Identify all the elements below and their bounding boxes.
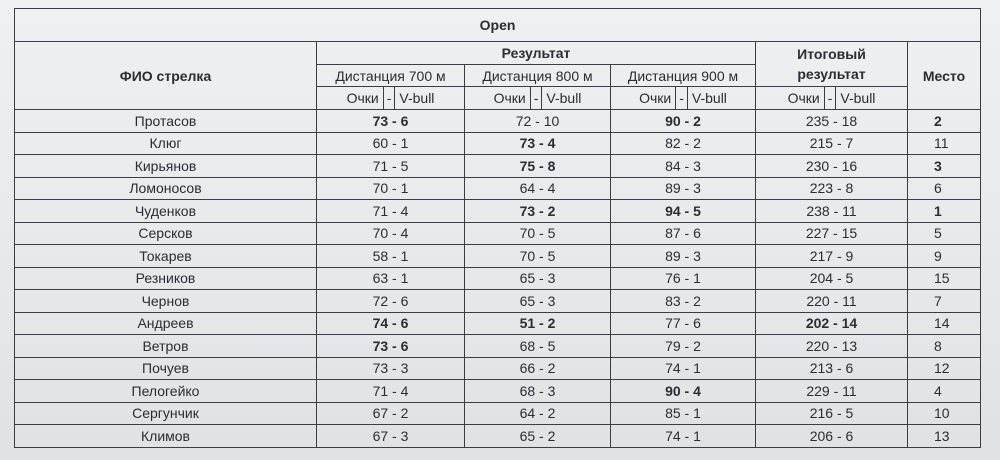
place-cell: 3 [908,155,981,178]
name-column-header: ФИО стрелка [15,42,317,110]
table-row [15,425,981,448]
place-cell: 14 [908,312,981,335]
distance-900-cell: 90 - 4 [611,380,756,403]
shooter-name-cell: Клюг [15,132,317,155]
points-vbull-header-d800 [465,87,611,110]
distance-800-cell: 65 - 3 [465,290,611,313]
shooter-name-cell: Чернов [15,290,317,313]
distance-700-cell: 60 - 1 [317,132,465,155]
place-cell: 7 [908,290,981,313]
distance-900-cell: 77 - 6 [611,312,756,335]
dash-label: - [383,87,396,109]
distance-900-header: Дистанция 900 м [611,65,756,87]
total-result-cell: 235 - 18 [756,110,908,133]
distance-800-cell: 68 - 5 [465,335,611,358]
total-header-line2: результат [797,66,866,82]
total-header-line1: Итоговый [797,46,866,62]
distance-900-cell: 74 - 1 [611,425,756,448]
distance-900-cell: 89 - 3 [611,245,756,268]
points-label: Очки [787,90,820,106]
place-cell: 10 [908,402,981,425]
place-cell: 5 [908,222,981,245]
distance-900-cell: 82 - 2 [611,132,756,155]
distance-800-cell: 64 - 2 [465,402,611,425]
points-vbull-header-total [756,87,908,110]
vbull-label: V-bull [399,90,435,106]
distance-700-cell: 63 - 1 [317,267,465,290]
table-title: Open [15,9,981,42]
distance-900-cell: 87 - 6 [611,222,756,245]
distance-700-cell: 74 - 6 [317,312,465,335]
distance-800-cell: 73 - 4 [465,132,611,155]
distance-800-cell: 72 - 10 [465,110,611,133]
table-row [15,357,981,380]
place-cell: 11 [908,132,981,155]
distance-700-header: Дистанция 700 м [317,65,465,87]
points-label: Очки [493,90,526,106]
distance-900-cell: 89 - 3 [611,177,756,200]
table-row [15,335,981,358]
vbull-label: V-bull [840,90,876,106]
points-label: Очки [639,90,672,106]
distance-700-cell: 73 - 6 [317,110,465,133]
total-result-cell: 215 - 7 [756,132,908,155]
table-row [15,155,981,178]
total-result-cell: 216 - 5 [756,402,908,425]
distance-800-cell: 64 - 4 [465,177,611,200]
shooter-name-cell: Протасов [15,110,317,133]
shooter-name-cell: Токарев [15,245,317,268]
distance-900-cell: 84 - 3 [611,155,756,178]
table-row [15,402,981,425]
points-label: Очки [346,90,379,106]
distance-800-cell: 65 - 3 [465,267,611,290]
shooter-name-cell: Ветров [15,335,317,358]
distance-900-cell: 94 - 5 [611,200,756,223]
distance-700-cell: 70 - 4 [317,222,465,245]
table-row [15,380,981,403]
shooter-name-cell: Сергунчик [15,402,317,425]
place-cell: 13 [908,425,981,448]
table-row [15,290,981,313]
table-row [15,200,981,223]
result-header: Результат [317,42,756,65]
place-cell: 1 [908,200,981,223]
place-cell: 9 [908,245,981,268]
total-result-cell: 223 - 8 [756,177,908,200]
dash-label: - [824,87,837,109]
shooter-name-cell: Чуденков [15,200,317,223]
distance-800-cell: 75 - 8 [465,155,611,178]
place-cell: 8 [908,335,981,358]
shooter-name-cell: Ломоносов [15,177,317,200]
shooter-name-cell: Андреев [15,312,317,335]
distance-900-cell: 90 - 2 [611,110,756,133]
total-result-cell: 204 - 5 [756,267,908,290]
distance-700-cell: 67 - 2 [317,402,465,425]
total-result-cell: 213 - 6 [756,357,908,380]
distance-800-cell: 73 - 2 [465,200,611,223]
table-row [15,132,981,155]
points-vbull-header-d900 [611,87,756,110]
vbull-label: V-bull [546,90,582,106]
total-result-cell: 220 - 13 [756,335,908,358]
distance-800-cell: 70 - 5 [465,222,611,245]
points-vbull-header-d700 [317,87,465,110]
distance-900-cell: 83 - 2 [611,290,756,313]
distance-900-cell: 74 - 1 [611,357,756,380]
table-row [15,245,981,268]
total-result-cell: 217 - 9 [756,245,908,268]
distance-900-cell: 85 - 1 [611,402,756,425]
dash-label: - [675,87,688,109]
distance-800-cell: 66 - 2 [465,357,611,380]
distance-700-cell: 73 - 3 [317,357,465,380]
distance-800-cell: 51 - 2 [465,312,611,335]
table-row [15,267,981,290]
distance-700-cell: 70 - 1 [317,177,465,200]
distance-700-cell: 58 - 1 [317,245,465,268]
results-table [14,8,981,448]
table-row [15,222,981,245]
shooter-name-cell: Кирьянов [15,155,317,178]
distance-800-cell: 65 - 2 [465,425,611,448]
shooter-name-cell: Климов [15,425,317,448]
distance-700-cell: 71 - 4 [317,380,465,403]
total-result-cell: 202 - 14 [756,312,908,335]
distance-800-header: Дистанция 800 м [465,65,611,87]
total-result-cell: 238 - 11 [756,200,908,223]
distance-700-cell: 67 - 3 [317,425,465,448]
distance-700-cell: 71 - 5 [317,155,465,178]
total-result-cell: 230 - 16 [756,155,908,178]
total-result-cell: 229 - 11 [756,380,908,403]
table-row [15,312,981,335]
place-cell: 12 [908,357,981,380]
place-cell: 15 [908,267,981,290]
place-cell: 4 [908,380,981,403]
table-row [15,177,981,200]
distance-700-cell: 73 - 6 [317,335,465,358]
distance-700-cell: 72 - 6 [317,290,465,313]
total-result-cell: 206 - 6 [756,425,908,448]
distance-900-cell: 79 - 2 [611,335,756,358]
place-header: Место [908,42,981,110]
shooter-name-cell: Пелогейко [15,380,317,403]
distance-800-cell: 68 - 3 [465,380,611,403]
vbull-label: V-bull [691,90,727,106]
shooter-name-cell: Серсков [15,222,317,245]
distance-900-cell: 76 - 1 [611,267,756,290]
shooter-name-cell: Почуев [15,357,317,380]
dash-label: - [530,87,543,109]
results-body [15,110,981,448]
distance-700-cell: 71 - 4 [317,200,465,223]
table-row [15,110,981,133]
shooter-name-cell: Резников [15,267,317,290]
total-header [756,42,908,87]
distance-800-cell: 70 - 5 [465,245,611,268]
total-result-cell: 220 - 11 [756,290,908,313]
place-cell: 6 [908,177,981,200]
place-cell: 2 [908,110,981,133]
total-result-cell: 227 - 15 [756,222,908,245]
